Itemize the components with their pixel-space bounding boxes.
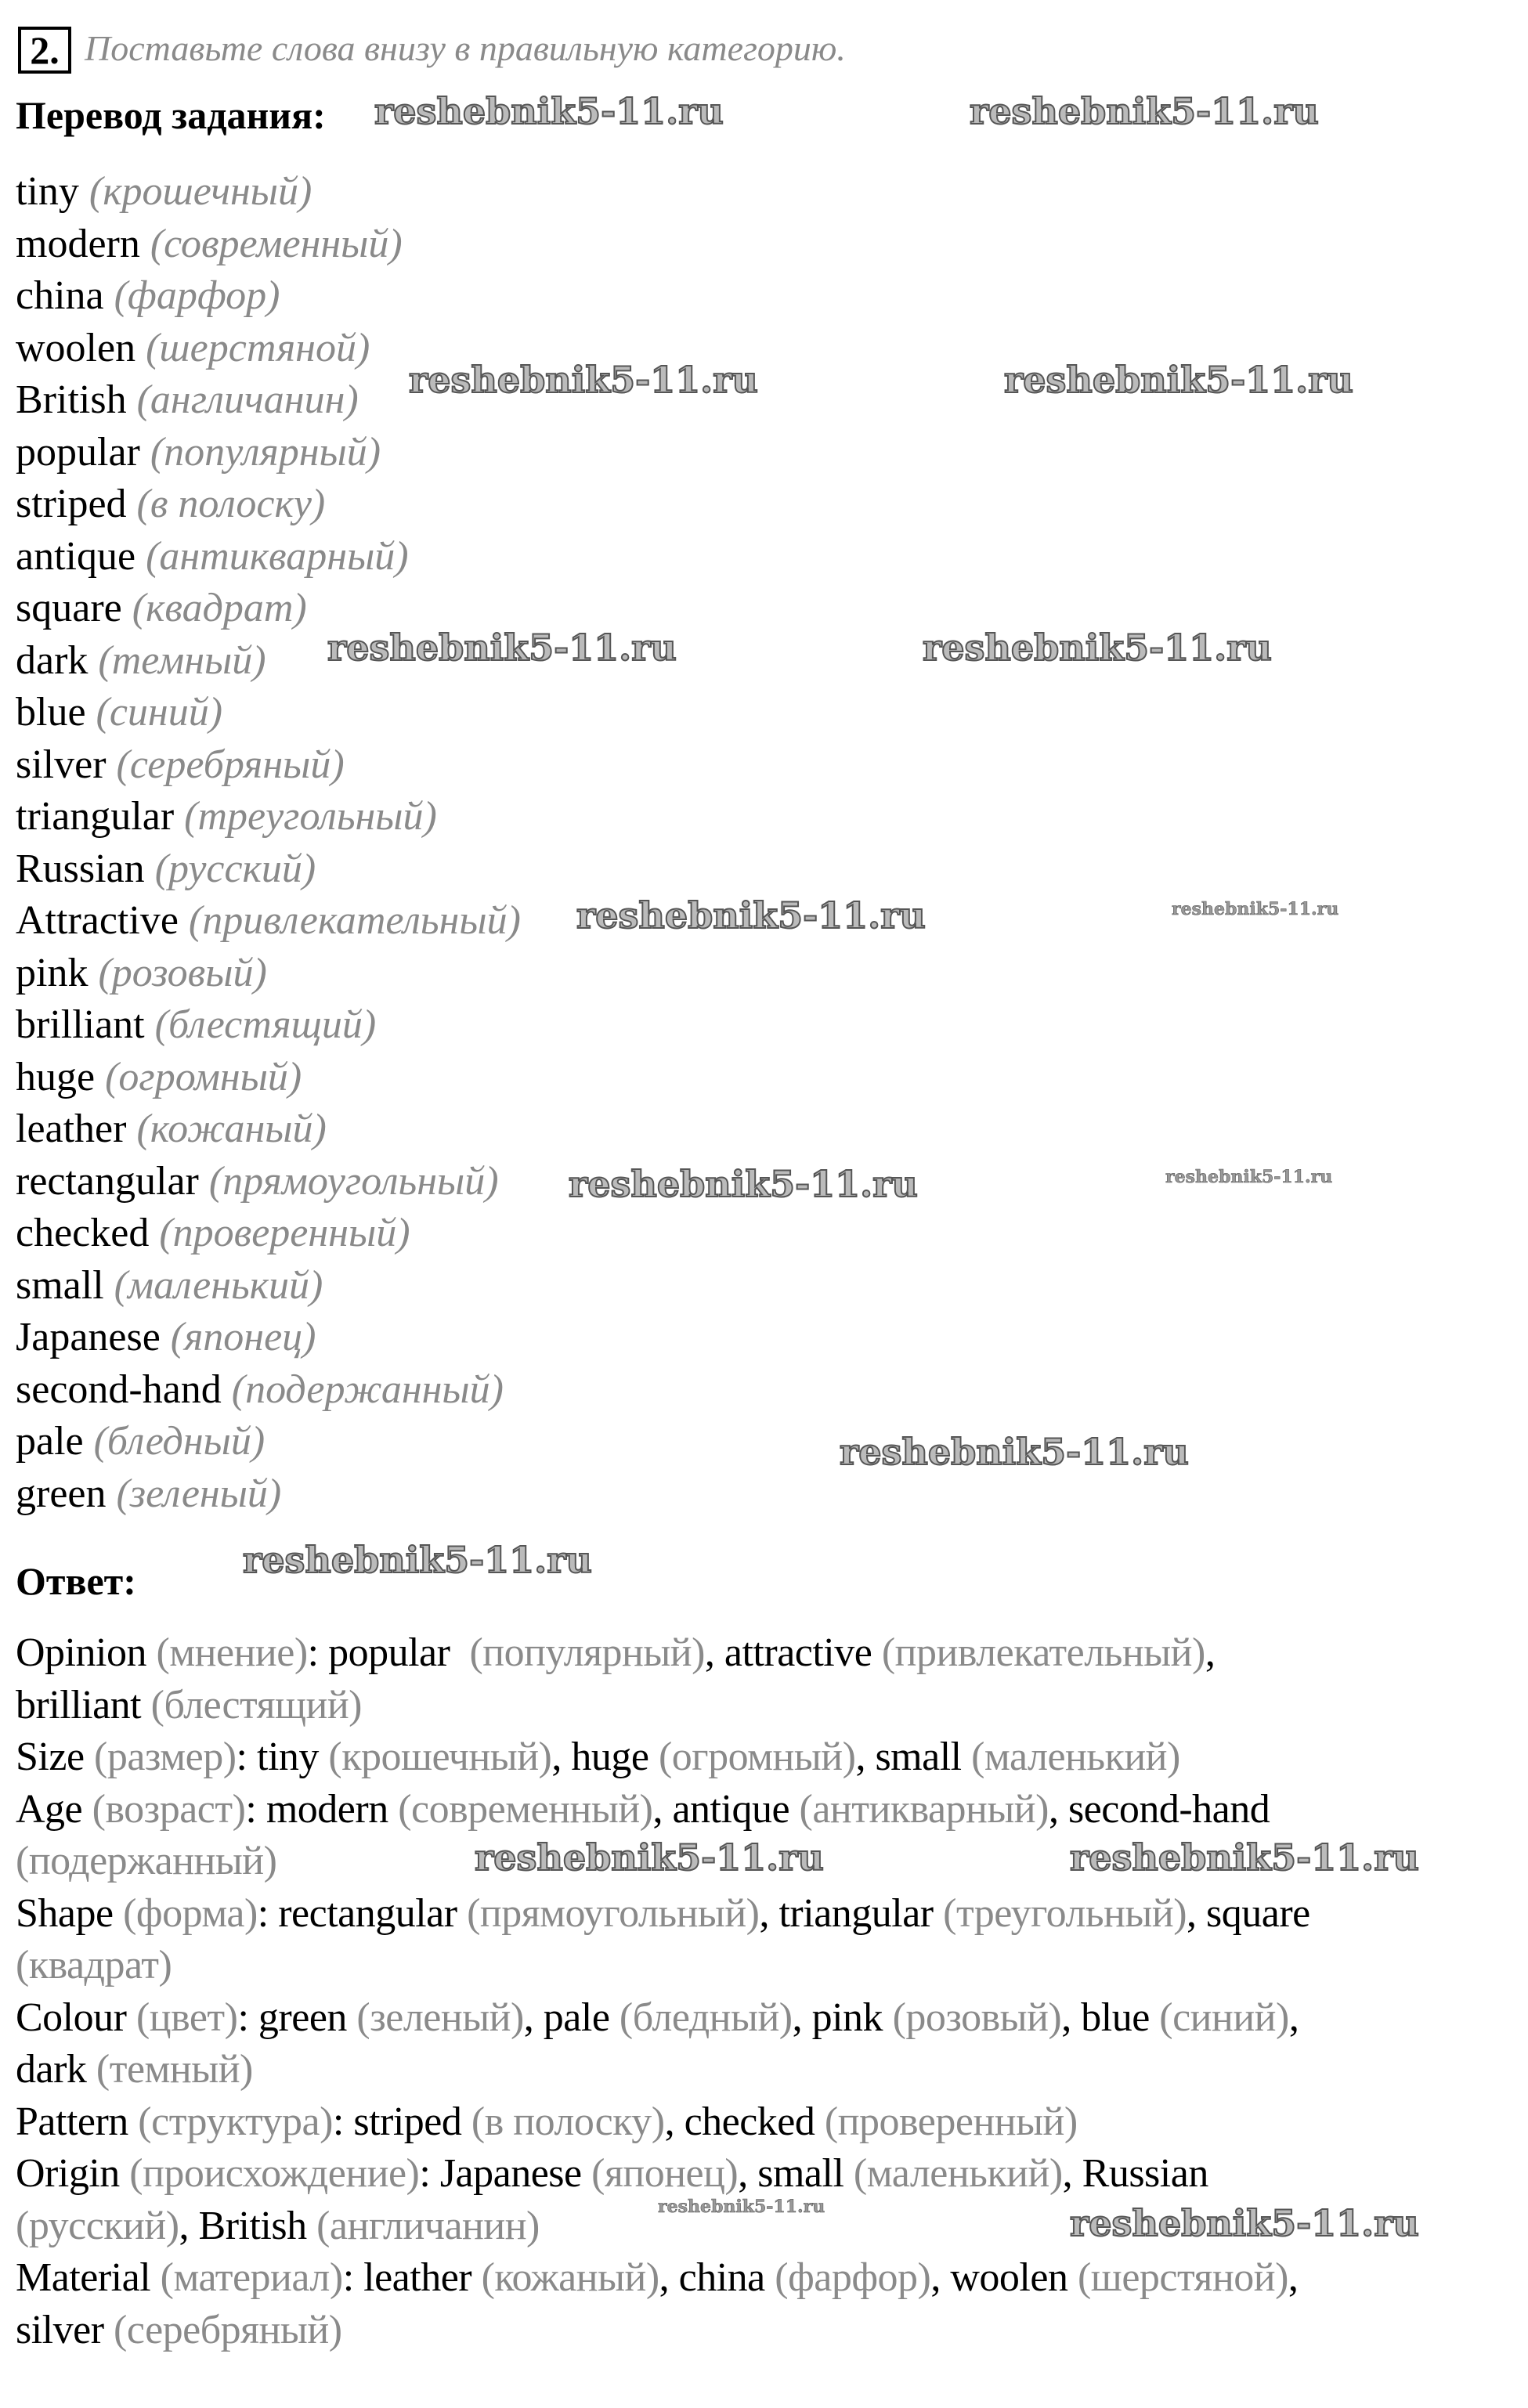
answer-translation: (структура) (138, 2099, 333, 2144)
word-translation: (фарфор) (114, 273, 280, 318)
answer-translation: (квадрат) (16, 1943, 172, 1987)
watermark: reshebnik5-11.ru (475, 1836, 824, 1879)
answer-line (16, 1888, 1310, 1940)
word-translation: (треугольный) (184, 794, 437, 839)
answer-text: : Japanese (419, 2151, 592, 2196)
answer-translation: (англичанин) (316, 2203, 540, 2248)
word-translation: (зеленый) (116, 1471, 282, 1516)
answer-translation: (материал) (160, 2255, 343, 2300)
watermark: reshebnik5-11.ru (1172, 899, 1339, 919)
answer-text: , attractive (704, 1630, 882, 1675)
answer-text: : modern (245, 1786, 399, 1832)
answer-list (16, 1627, 1310, 2356)
answer-text: , checked (664, 2099, 825, 2144)
answer-text: : green (237, 1995, 357, 2040)
watermark: reshebnik5-11.ru (923, 626, 1272, 669)
watermark: reshebnik5-11.ru (576, 894, 926, 937)
task-number: 2. (18, 27, 71, 74)
word-en: Japanese (16, 1315, 161, 1359)
answer-text: : striped (332, 2099, 471, 2144)
answer-translation: (розовый) (892, 1995, 1062, 2040)
word-en: huge (16, 1054, 96, 1099)
answer-translation: (русский) (16, 2203, 179, 2248)
answer-translation: (маленький) (853, 2151, 1063, 2196)
answer-text: , pale (523, 1995, 620, 2040)
answer-translation: (маленький) (971, 1735, 1180, 1779)
answer-text: , small (738, 2151, 854, 2196)
answer-translation: (огромный) (658, 1735, 856, 1779)
word-translation: (блестящий) (154, 1002, 377, 1047)
word-item (16, 791, 521, 843)
word-item (16, 687, 521, 739)
word-en: leather (16, 1107, 127, 1151)
answer-text: Origin (16, 2151, 130, 2196)
word-item (16, 895, 521, 948)
answer-text: , Russian (1062, 2151, 1208, 2196)
answer-text: : leather (342, 2255, 482, 2300)
word-en: china (16, 273, 104, 318)
answer-translation: (темный) (96, 2047, 253, 2092)
word-item (16, 427, 521, 479)
word-translation: (огромный) (105, 1054, 302, 1099)
word-translation: (крошечный) (89, 169, 312, 214)
word-translation: (современный) (150, 221, 403, 266)
answer-translation: (привлекательный) (881, 1630, 1205, 1675)
word-translation: (синий) (96, 690, 223, 735)
answer-text: Shape (16, 1890, 124, 1936)
word-translation: (маленький) (114, 1262, 323, 1308)
answer-translation: (антикварный) (799, 1786, 1049, 1832)
answer-text: Pattern (16, 2099, 139, 2144)
word-en: dark (16, 637, 89, 683)
watermark: reshebnik5-11.ru (409, 359, 758, 401)
word-item (16, 1052, 521, 1104)
word-en: rectangular (16, 1158, 199, 1204)
word-translation: (темный) (98, 637, 266, 683)
answer-text: , (1288, 2255, 1299, 2300)
word-item (16, 1260, 521, 1312)
answer-translation: (синий) (1159, 1995, 1289, 2040)
answer-translation: (прямоугольный) (467, 1890, 760, 1936)
word-item (16, 531, 521, 583)
answer-translation: (возраст) (92, 1786, 246, 1832)
word-item (16, 948, 521, 1000)
word-translation: (шерстяной) (146, 325, 370, 370)
watermark: reshebnik5-11.ru (658, 2197, 825, 2217)
word-en: British (16, 377, 127, 422)
answer-translation: (блестящий) (150, 1682, 362, 1727)
word-en: woolen (16, 325, 136, 370)
answer-translation: (проверенный) (824, 2099, 1078, 2144)
answer-translation: (зеленый) (356, 1995, 524, 2040)
answer-translation: (размер) (94, 1735, 237, 1779)
word-item (16, 1156, 521, 1208)
word-translation: (японец) (170, 1315, 316, 1359)
word-translation: (привлекательный) (188, 898, 521, 943)
word-en: checked (16, 1211, 150, 1255)
word-item (16, 166, 521, 218)
answer-heading: Ответ: (16, 1559, 136, 1603)
answer-translation: (серебряный) (114, 2307, 342, 2352)
answer-line (16, 2148, 1310, 2200)
answer-text: brilliant (16, 1682, 151, 1727)
word-item (16, 843, 521, 896)
answer-text: , blue (1061, 1995, 1160, 2040)
word-en: tiny (16, 169, 79, 214)
answer-text: , huge (551, 1735, 659, 1779)
word-translation: (серебряный) (116, 742, 345, 787)
watermark: reshebnik5-11.ru (243, 1539, 592, 1581)
word-translation: (антикварный) (146, 533, 409, 579)
word-item (16, 1364, 521, 1417)
answer-line (16, 2252, 1310, 2305)
word-en: brilliant (16, 1002, 145, 1047)
answer-translation: (японец) (591, 2151, 739, 2196)
translation-heading: Перевод задания: (16, 93, 326, 137)
word-en: pink (16, 950, 89, 995)
answer-line (16, 1627, 1310, 1680)
task-instruction: Поставьте слова внизу в правильную категорию. (85, 28, 846, 68)
word-translation: (проверенный) (159, 1211, 410, 1255)
answer-text: , square (1187, 1890, 1310, 1936)
answer-text: Material (16, 2255, 161, 2300)
watermark: reshebnik5-11.ru (840, 1431, 1189, 1473)
answer-translation: (кожаный) (481, 2255, 659, 2300)
word-translation: (подержанный) (231, 1366, 504, 1412)
answer-translation: (форма) (123, 1890, 258, 1936)
answer-text: silver (16, 2307, 114, 2352)
answer-text: , woolen (930, 2255, 1078, 2300)
word-en: blue (16, 690, 86, 735)
answer-text: , small (855, 1735, 972, 1779)
answer-text: Opinion (16, 1630, 157, 1675)
watermark: reshebnik5-11.ru (1004, 359, 1353, 401)
watermark: reshebnik5-11.ru (970, 90, 1319, 132)
answer-line (16, 2096, 1310, 2149)
word-en: modern (16, 221, 140, 266)
answer-text: Size (16, 1735, 95, 1779)
watermark: reshebnik5-11.ru (327, 626, 677, 669)
answer-text: , (1205, 1630, 1216, 1675)
word-en: small (16, 1262, 104, 1308)
word-en: pale (16, 1419, 84, 1464)
word-item (16, 478, 521, 531)
answer-text: : tiny (236, 1735, 329, 1779)
answer-translation: (мнение) (156, 1630, 308, 1675)
answer-translation: (шерстяной) (1077, 2255, 1288, 2300)
answer-translation: (треугольный) (943, 1890, 1187, 1936)
answer-line (16, 2305, 1310, 2357)
word-translation: (бледный) (93, 1419, 266, 1464)
answer-translation: (фарфор) (775, 2255, 931, 2300)
answer-line (16, 1992, 1310, 2045)
answer-text: dark (16, 2047, 96, 2092)
watermark: reshebnik5-11.ru (374, 90, 724, 132)
answer-text: , British (179, 2203, 317, 2248)
word-translation: (розовый) (98, 950, 267, 995)
answer-translation: (популярный) (469, 1630, 705, 1675)
answer-translation: (бледный) (619, 1995, 793, 2040)
word-en: second-hand (16, 1366, 222, 1412)
answer-text: : popular (307, 1630, 470, 1675)
word-item (16, 999, 521, 1052)
watermark: reshebnik5-11.ru (569, 1163, 918, 1205)
word-item (16, 1103, 521, 1156)
word-item (16, 218, 521, 271)
watermark: reshebnik5-11.ru (1165, 1167, 1333, 1187)
word-en: Russian (16, 846, 145, 891)
word-en: striped (16, 482, 127, 526)
answer-line (16, 1731, 1310, 1784)
word-en: green (16, 1471, 107, 1516)
answer-line (16, 1940, 1310, 1992)
answer-translation: (подержанный) (16, 1839, 277, 1883)
word-translation: (кожаный) (136, 1107, 327, 1151)
word-translation: (квадрат) (132, 586, 307, 630)
answer-translation: (в полоску) (471, 2099, 665, 2144)
word-item (16, 1468, 521, 1521)
answer-translation: (крошечный) (328, 1735, 552, 1779)
word-en: Attractive (16, 898, 179, 943)
word-item (16, 1208, 521, 1260)
answer-text: , china (659, 2255, 775, 2300)
answer-line (16, 1784, 1310, 1836)
answer-line (16, 2044, 1310, 2096)
word-en: triangular (16, 794, 175, 839)
answer-text: , pink (792, 1995, 893, 2040)
word-translation: (в полоску) (136, 482, 326, 526)
word-translation: (англичанин) (136, 377, 359, 422)
word-translation: (прямоугольный) (208, 1158, 499, 1204)
watermark: reshebnik5-11.ru (1070, 2202, 1419, 2244)
word-item (16, 270, 521, 323)
answer-text: , antique (652, 1786, 800, 1832)
answer-translation: (происхождение) (129, 2151, 420, 2196)
word-translation: (русский) (154, 846, 316, 891)
answer-text: : rectangular (257, 1890, 468, 1936)
answer-text: , triangular (759, 1890, 944, 1936)
answer-text: Age (16, 1786, 92, 1832)
answer-text: , (1288, 1995, 1299, 2040)
answer-translation: (современный) (398, 1786, 653, 1832)
watermark: reshebnik5-11.ru (1070, 1836, 1419, 1879)
word-en: silver (16, 742, 107, 787)
word-translation: (популярный) (150, 429, 381, 475)
answer-line (16, 1680, 1310, 1732)
word-en: antique (16, 533, 136, 579)
word-item (16, 1416, 521, 1468)
word-item (16, 1312, 521, 1364)
word-en: square (16, 586, 122, 630)
word-en: popular (16, 429, 140, 475)
answer-text: Colour (16, 1995, 136, 2040)
word-item (16, 739, 521, 792)
answer-text: , second-hand (1048, 1786, 1270, 1832)
answer-translation: (цвет) (135, 1995, 238, 2040)
